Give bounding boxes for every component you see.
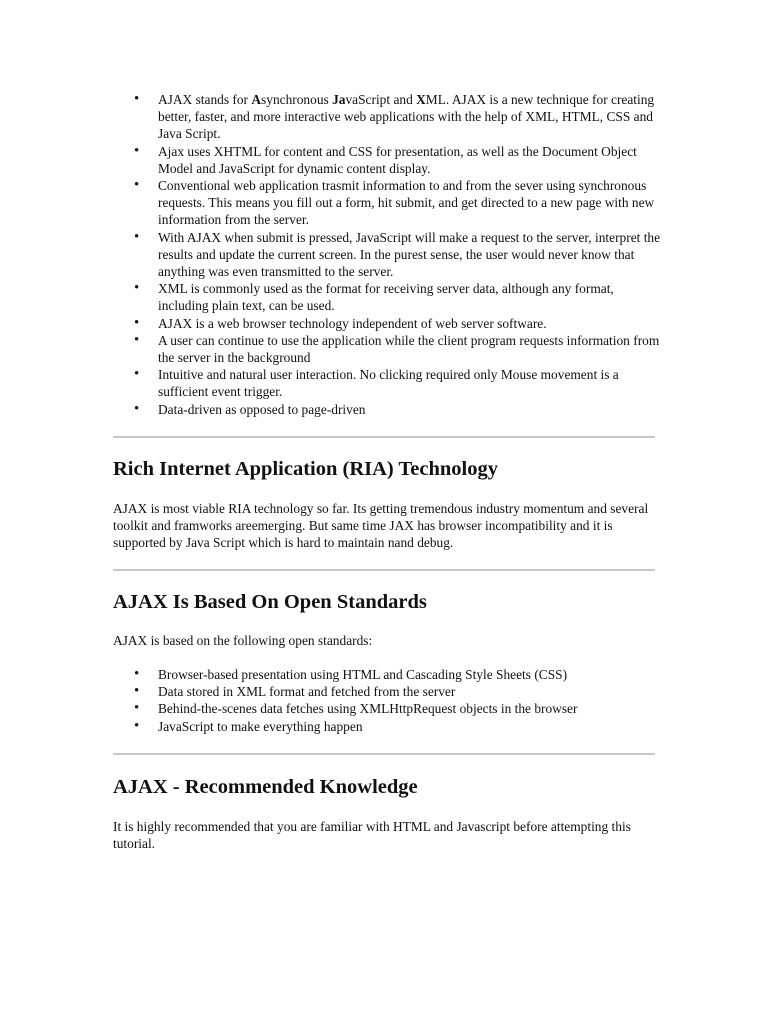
- horizontal-rule: [113, 436, 655, 438]
- ria-paragraph: AJAX is most viable RIA technology so far. Its getting tremendous industry momentum and several toolkit and framworks areemerging. But same time JAX has browser incompatibility and it is supported by Java Script which is hard to maintain nand debug.: [113, 501, 649, 551]
- section-heading-ria: Rich Internet Application (RIA) Technology: [113, 458, 498, 480]
- bullet-item: • Browser-based presentation using HTML and Cascading Style Sheets (CSS): [134, 666, 664, 683]
- bullet-item: • Intuitive and natural user interaction. No clicking required only Mouse movement is a sufficient event trigger.: [134, 366, 664, 400]
- text-run: AJAX stands for: [158, 92, 252, 107]
- bold-acronym-letter: Ja: [332, 92, 346, 107]
- bullet-item: • Behind-the-scenes data fetches using XMLHttpRequest objects in the browser: [134, 700, 664, 717]
- text-run: ML. AJAX is a new technique for creating better, faster, and more interactive web applications with the help of XML, HTML, CSS and Java Script.: [158, 92, 655, 142]
- intro-bullet-list: [134, 91, 664, 418]
- section-heading-recommended-knowledge: AJAX - Recommended Knowledge: [113, 776, 418, 798]
- bullet-item: • Ajax uses XHTML for content and CSS for presentation, as well as the Document Object Model and JavaScript for dynamic content display.: [134, 143, 664, 177]
- text-run: vaScript and: [345, 92, 417, 107]
- bullet-item: • Data stored in XML format and fetched from the server: [134, 683, 664, 700]
- bullet-item: • XML is commonly used as the format for receiving server data, although any format, including plain text, can be used.: [134, 280, 664, 314]
- bullet-item: • Conventional web application trasmit information to and from the sever using synchronous requests. This means you fill out a form, hit submit, and get directed to a new page with new information from the server.: [134, 177, 664, 229]
- bullet-item: • Data-driven as opposed to page-driven: [134, 401, 664, 418]
- bullet-item: • JavaScript to make everything happen: [134, 718, 664, 735]
- bullet-item: • With AJAX when submit is pressed, JavaScript will make a request to the server, interpret the results and update the current screen. In the purest sense, the user would never know that anything was even transmitted to the server.: [134, 229, 664, 281]
- section-heading-open-standards: AJAX Is Based On Open Standards: [113, 591, 427, 613]
- standards-intro: AJAX is based on the following open standards:: [113, 633, 373, 648]
- bold-acronym-letter: A: [251, 92, 262, 107]
- knowledge-paragraph: It is highly recommended that you are familiar with HTML and Javascript before attempting this tutorial.: [113, 819, 631, 852]
- horizontal-rule: [113, 569, 655, 571]
- bullet-item: • A user can continue to use the application while the client program requests information from the server in the background: [134, 332, 664, 366]
- bullet-item-ajax-definition: [134, 91, 664, 143]
- bold-acronym-letter: X: [416, 92, 426, 107]
- horizontal-rule: [113, 753, 655, 755]
- text-run: synchronous: [261, 92, 333, 107]
- standards-bullet-list: [134, 666, 664, 735]
- bullet-item: • AJAX is a web browser technology independent of web server software.: [134, 315, 664, 332]
